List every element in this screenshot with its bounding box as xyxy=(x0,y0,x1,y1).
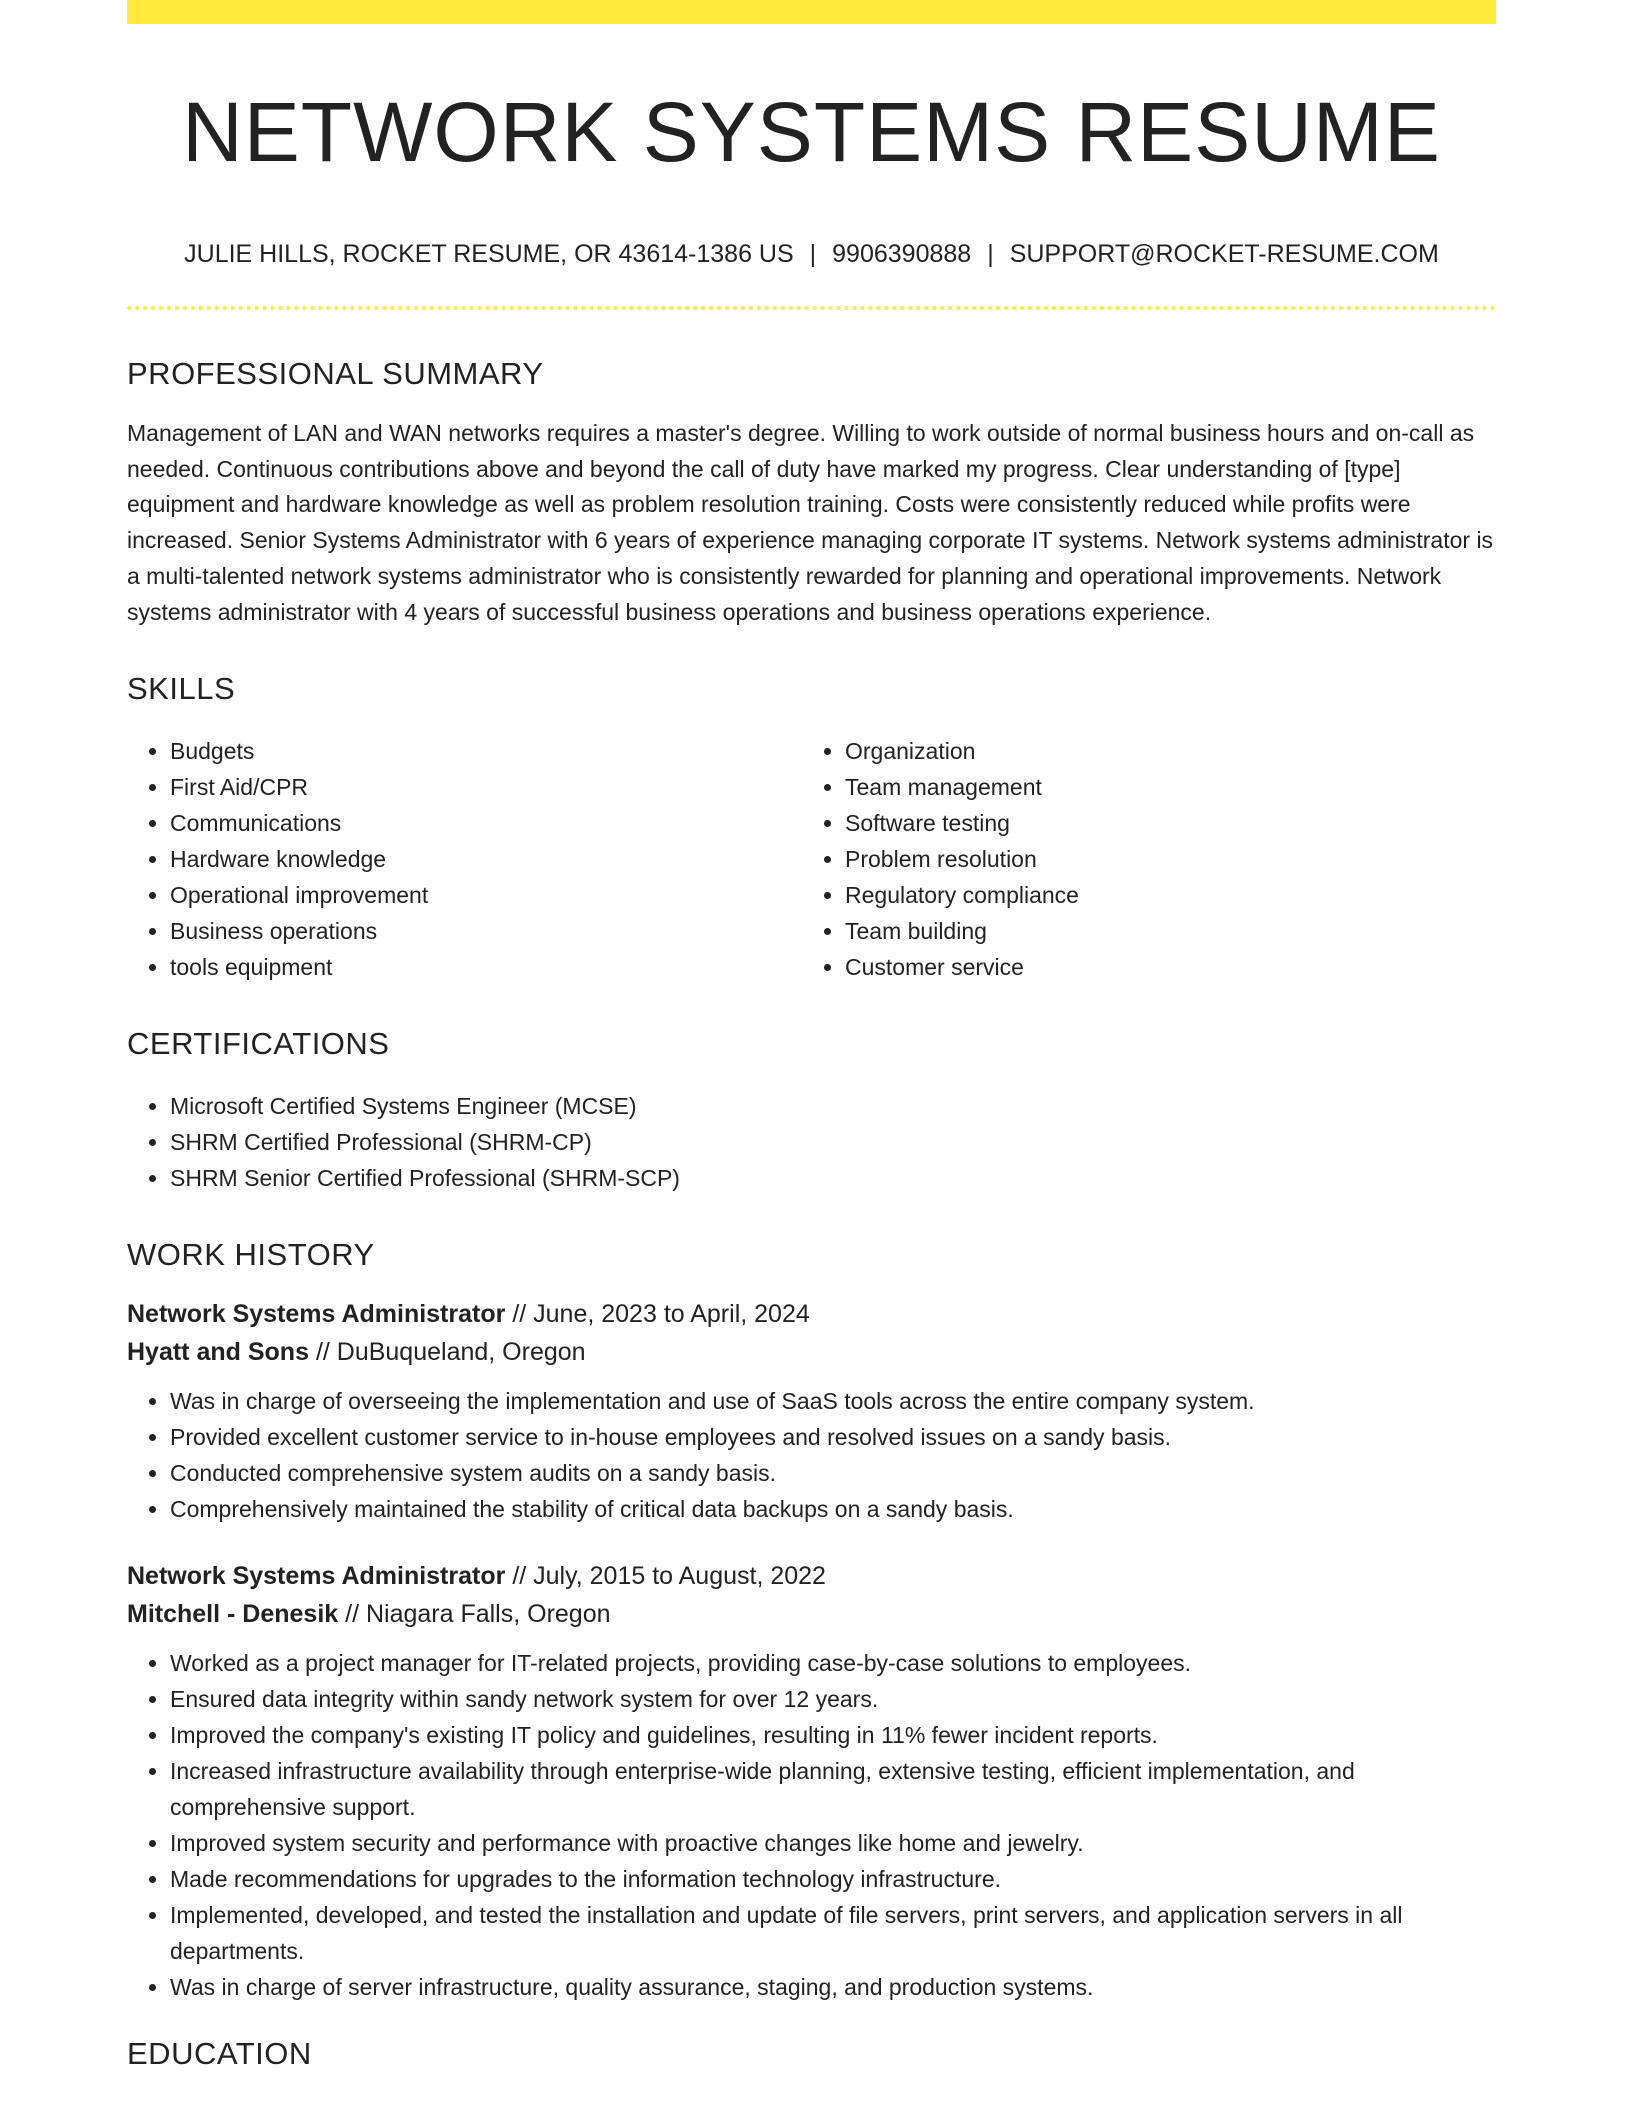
skill-item: • Business operations xyxy=(170,913,802,949)
job-bullet: • Made recommendations for upgrades to the information technology infrastructure. xyxy=(170,1861,1496,1897)
skills-column-right xyxy=(802,733,1477,985)
contact-separator: | xyxy=(809,239,817,268)
job-location: // Niagara Falls, Oregon xyxy=(345,1600,611,1629)
job-dates: // June, 2023 to April, 2024 xyxy=(512,1300,810,1329)
skill-item: • Problem resolution xyxy=(845,841,1477,877)
work-history-heading: WORK HISTORY xyxy=(127,1236,375,1272)
skill-item: • Customer service xyxy=(845,949,1477,985)
skills-heading: SKILLS xyxy=(127,670,236,706)
job-bullet: • Conducted comprehensive system audits on a sandy basis. xyxy=(170,1455,1496,1491)
skill-item: • Team management xyxy=(845,769,1477,805)
job-bullets xyxy=(127,1645,1496,2005)
contact-line xyxy=(127,239,1496,269)
job-location: // DuBuqueland, Oregon xyxy=(315,1338,586,1367)
job-company: Mitchell - Denesik xyxy=(127,1600,339,1629)
certifications-list xyxy=(127,1088,1496,1196)
contact-address: JULIE HILLS, ROCKET RESUME, OR 43614-1386 US xyxy=(184,239,794,268)
skill-item: • tools equipment xyxy=(170,949,802,985)
skill-item: • Regulatory compliance xyxy=(845,877,1477,913)
job-bullet: • Improved system security and performance with proactive changes like home and jewelry. xyxy=(170,1825,1496,1861)
job-company-line xyxy=(127,1333,1496,1371)
skills-column-left xyxy=(127,733,802,985)
job-title-line xyxy=(127,1557,1496,1595)
job-title-line xyxy=(127,1295,1496,1333)
job-bullets xyxy=(127,1383,1496,1527)
skill-item: • First Aid/CPR xyxy=(170,769,802,805)
skill-item: • Software testing xyxy=(845,805,1477,841)
job-title: Network Systems Administrator xyxy=(127,1300,506,1329)
job-bullet: • Comprehensively maintained the stability of critical data backups on a sandy basis. xyxy=(170,1491,1496,1527)
job-bullet: • Was in charge of overseeing the implementation and use of SaaS tools across the entire company system. xyxy=(170,1383,1496,1419)
job-bullet: • Increased infrastructure availability through enterprise-wide planning, extensive testing, efficient implementation, and comprehensive support. xyxy=(170,1753,1496,1825)
job-title: Network Systems Administrator xyxy=(127,1562,506,1591)
skill-item: • Hardware knowledge xyxy=(170,841,802,877)
skill-item: • Operational improvement xyxy=(170,877,802,913)
contact-phone: 9906390888 xyxy=(832,239,972,268)
skill-item: • Team building xyxy=(845,913,1477,949)
job-company-line xyxy=(127,1595,1496,1633)
contact-separator: | xyxy=(987,239,994,268)
skill-item: • Budgets xyxy=(170,733,802,769)
certification-item: • SHRM Certified Professional (SHRM-CP) xyxy=(170,1124,1496,1160)
job-bullet: • Provided excellent customer service to in-house employees and resolved issues on a sandy basis. xyxy=(170,1419,1496,1455)
job-bullet: • Improved the company's existing IT policy and guidelines, resulting in 11% fewer incident reports. xyxy=(170,1717,1496,1753)
job-bullet: • Was in charge of server infrastructure, quality assurance, staging, and production systems. xyxy=(170,1969,1496,2005)
job-company: Hyatt and Sons xyxy=(127,1338,309,1367)
summary-heading: PROFESSIONAL SUMMARY xyxy=(127,355,544,391)
header-divider xyxy=(127,306,1496,310)
certifications-heading: CERTIFICATIONS xyxy=(127,1025,390,1061)
skill-item: • Communications xyxy=(170,805,802,841)
skill-item: • Organization xyxy=(845,733,1477,769)
contact-email: SUPPORT@ROCKET-RESUME.COM xyxy=(1009,239,1439,268)
resume-page xyxy=(127,0,1496,2072)
job-bullet: • Ensured data integrity within sandy network system for over 12 years. xyxy=(170,1681,1496,1717)
education-heading: EDUCATION xyxy=(127,2036,312,2072)
job-bullet: • Implemented, developed, and tested the installation and update of file servers, print servers, and application servers in all departments. xyxy=(170,1897,1496,1969)
summary-text: Management of LAN and WAN networks requires a master's degree. Willing to work outside of normal business hours and on-call as needed. Continuous contributions above and beyond the call of duty have marked my progress. Clear understanding of [type] equipment and hardware knowledge as well as problem resolution training. Costs were consistently reduced while profits were increased. Senior Systems Administrator with 6 years of experience managing corporate IT systems. Network systems administrator is a multi-talented network systems administrator who is consistently rewarded for planning and operational improvements. Network systems administrator with 4 years of successful business operations and business operations experience. xyxy=(127,419,1494,625)
job-dates: // July, 2015 to August, 2022 xyxy=(512,1562,826,1591)
certification-item: • Microsoft Certified Systems Engineer (MCSE) xyxy=(170,1088,1496,1124)
skills-grid xyxy=(127,733,1496,985)
job-bullet: • Worked as a project manager for IT-related projects, providing case-by-case solutions to employees. xyxy=(170,1645,1496,1681)
top-accent-bar xyxy=(127,0,1496,24)
certification-item: • SHRM Senior Certified Professional (SHRM-SCP) xyxy=(170,1160,1496,1196)
page-title: NETWORK SYSTEMS RESUME xyxy=(182,85,1441,179)
